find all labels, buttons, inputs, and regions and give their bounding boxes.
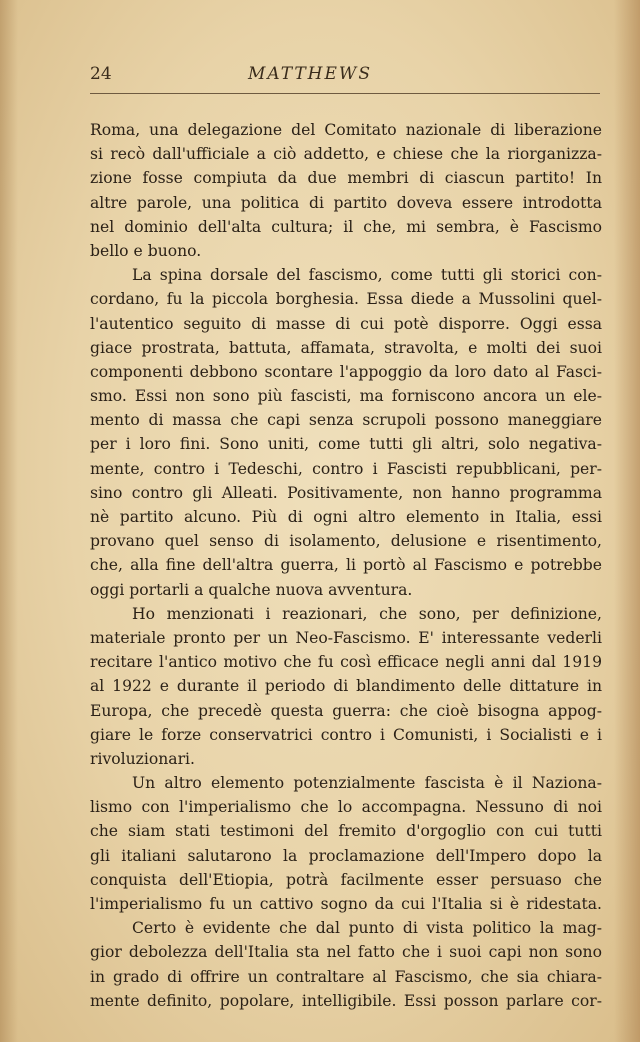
text-line: materiale pronto per un Neo-Fascismo. E' interessante vederli (90, 628, 602, 647)
text-line: nel dominio dell'alta cultura; il che, mi sembra, è Fascismo (90, 217, 602, 236)
text-line: Un altro elemento potenzialmente fascista è il Naziona- (132, 774, 602, 793)
text-line: mento di massa che capi senza scrupoli possono maneggiare (90, 411, 602, 430)
text-line: gior debolezza dell'Italia sta nel fatto che i suoi capi non sono (90, 943, 602, 962)
text-line: l'autentico seguito di masse di cui potè disporre. Oggi essa (90, 314, 602, 333)
page-shadow-right (614, 0, 640, 1042)
text-line: sino contro gli Alleati. Positivamente, non hanno programma (90, 483, 602, 502)
text-line: gli italiani salutarono la proclamazione dell'Impero dopo la (90, 846, 602, 865)
running-head: MATTHEWS (247, 64, 373, 84)
text-line: recitare l'antico motivo che fu così efficace negli anni dal 1919 (90, 653, 602, 672)
text-line: bello e buono. (90, 241, 202, 260)
text-line: mente, contro i Tedeschi, contro i Fascisti repubblicani, per- (90, 459, 602, 478)
text-line: che, alla fine dell'altra guerra, li portò al Fascismo e potrebbe (90, 556, 602, 575)
text-line: lismo con l'imperialismo che lo accompagna. Nessuno di noi (90, 798, 602, 817)
text-line: zione fosse compiuta da due membri di ciascun partito! In (90, 169, 602, 188)
text-line: Roma, una delegazione del Comitato nazionale di liberazione (90, 121, 602, 139)
text-line: Ho menzionati i reazionari, che sono, per definizione, (132, 604, 602, 623)
text-line: mente definito, popolare, intelligibile. Essi posson parlare cor- (90, 991, 602, 1010)
text-line: Certo è evidente che dal punto di vista politico la mag- (132, 919, 602, 938)
text-line: Europa, che precedè questa guerra: che cioè bisogna appog- (90, 701, 602, 720)
text-line: rivoluzionari. (90, 749, 195, 768)
text-line: giare le forze conservatrici contro i Comunisti, i Socialisti e i (90, 725, 602, 744)
header-rule (90, 93, 600, 94)
text-line: componenti debbono scontare l'appoggio da loro dato al Fasci- (90, 362, 602, 381)
text-line: in grado di offrire un contraltare al Fascismo, che sia chiara- (90, 967, 602, 986)
text-line: provano quel senso di isolamento, delusione e risentimento, (90, 532, 602, 551)
page-number: 24 (90, 64, 112, 84)
text-line: nè partito alcuno. Più di ogni altro elemento in Italia, essi (90, 508, 602, 526)
body-text (90, 118, 602, 1013)
text-line: oggi portarli a qualche nuova avventura. (90, 580, 413, 599)
text-line: smo. Essi non sono più fascisti, ma forniscono ancora un ele- (90, 387, 602, 406)
text-line: cordano, fu la piccola borghesia. Essa diede a Mussolini quel- (90, 290, 602, 309)
text-line: al 1922 e durante il periodo di blandimento delle dittature in (90, 677, 602, 696)
page-shadow-left (0, 0, 18, 1042)
text-line: La spina dorsale del fascismo, come tutti gli storici con- (132, 266, 602, 285)
text-line: conquista dell'Etiopia, potrà facilmente esser persuaso che (90, 870, 602, 889)
text-line: che siam stati testimoni del fremito d'orgoglio con cui tutti (90, 822, 602, 841)
text-line: si recò dall'ufficiale a ciò addetto, e chiese che la riorganizza- (90, 145, 602, 164)
text-line: l'imperialismo fu un cattivo sogno da cui l'Italia si è ridestata. (90, 895, 602, 913)
text-line: per i loro fini. Sono uniti, come tutti gli altri, solo negativa- (90, 435, 602, 454)
text-line: altre parole, una politica di partito doveva essere introdotta (90, 193, 602, 212)
text-line: giace prostrata, battuta, affamata, stravolta, e molti dei suoi (90, 338, 602, 357)
page-header (90, 64, 600, 92)
